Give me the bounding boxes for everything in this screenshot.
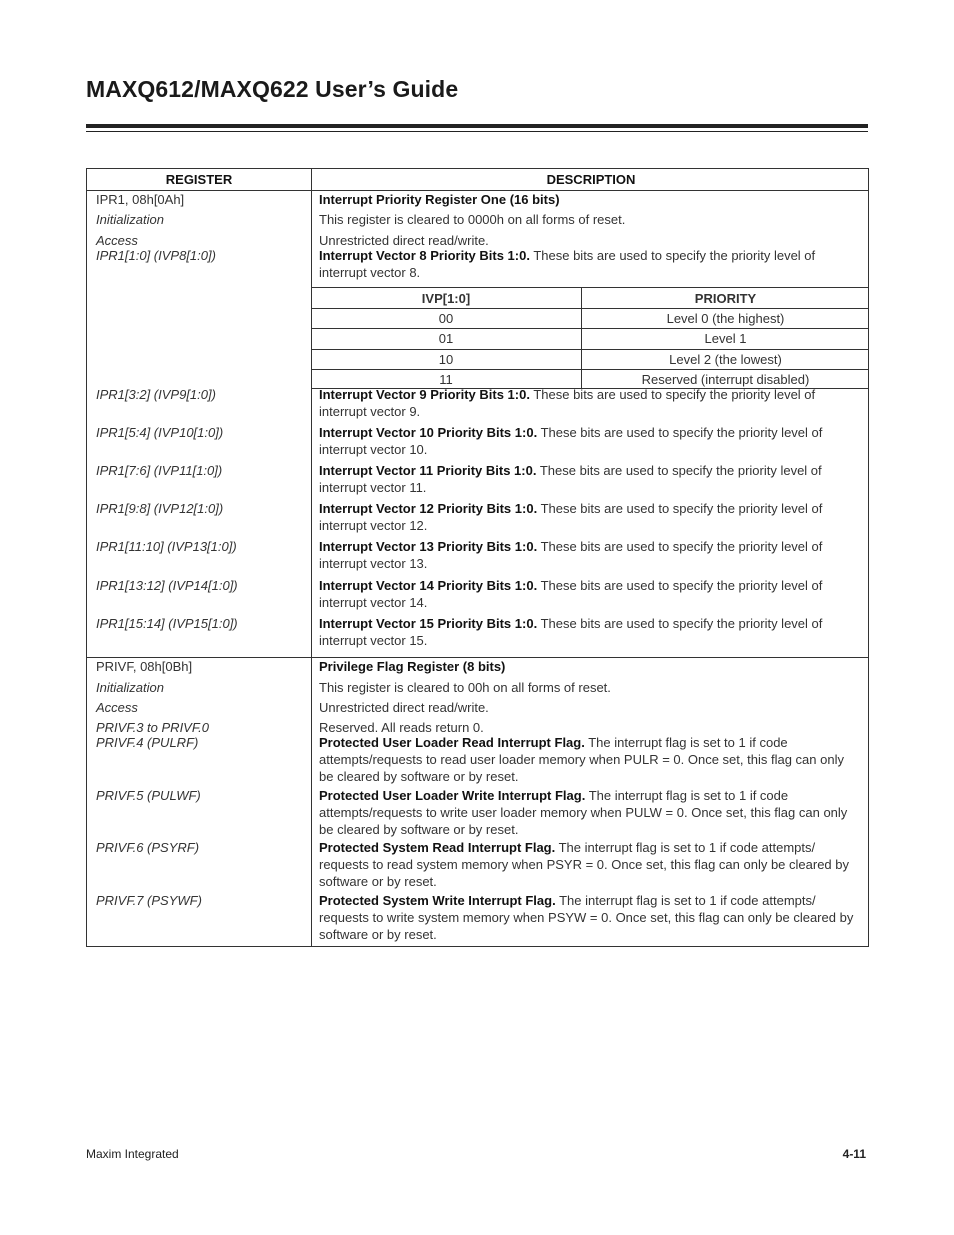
subtable-level: Level 0 (the highest) bbox=[666, 311, 785, 326]
bit-desc-bold: Protected System Write Interrupt Flag. bbox=[319, 893, 556, 908]
privf-bit-name: PRIVF.7 (PSYWF) bbox=[96, 893, 202, 908]
privf-register-name: PRIVF, 08h[0Bh] bbox=[96, 659, 193, 674]
register-table bbox=[86, 168, 869, 947]
header-register: REGISTER bbox=[165, 172, 233, 187]
ipr1-init-label: Initialization bbox=[96, 212, 164, 227]
bit-desc-text: These bits are used to specify the priority level of interrupt vector 10. bbox=[319, 425, 823, 457]
title-rule-thick bbox=[86, 124, 868, 128]
ipr1-bit-name: IPR1[5:4] (IVP10[1:0]) bbox=[96, 425, 224, 440]
bit-desc-bold: Interrupt Vector 10 Priority Bits 1:0. bbox=[319, 425, 538, 440]
ipr1-init-text: This register is cleared to 0000h on all forms of reset. bbox=[319, 212, 626, 227]
priority-subtable bbox=[311, 287, 869, 389]
subtable-code: 00 bbox=[438, 311, 454, 326]
ipr1-bit-name: IPR1[7:6] (IVP11[1:0]) bbox=[96, 463, 223, 478]
bit-desc-bold: Protected User Loader Read Interrupt Flag. bbox=[319, 735, 585, 750]
privf-bit-description bbox=[319, 734, 861, 785]
privf-access-text: Unrestricted direct read/write. bbox=[319, 700, 489, 715]
subtable-row-line bbox=[311, 328, 869, 329]
ipr1-bit-description bbox=[319, 500, 861, 534]
bit-desc-text: The interrupt flag is set to 1 if code attempts/ requests to write system memory when PSYW = 0. Once set, this flag can only be cleared by software or by reset. bbox=[319, 893, 854, 942]
bit-desc-text: These bits are used to specify the priority level of interrupt vector 9. bbox=[319, 387, 816, 419]
bit-desc-text: These bits are used to specify the priority level of interrupt vector 13. bbox=[319, 539, 823, 571]
bit-desc-text: The interrupt flag is set to 1 if code attempts/ requests to read system memory when PSYR = 0. Once set, this flag can only be cleared by software or by reset. bbox=[319, 840, 850, 889]
subtable-level: Level 2 (the lowest) bbox=[669, 352, 782, 367]
privf-reserved-text: Reserved. All reads return 0. bbox=[319, 720, 484, 735]
subtable-row-line bbox=[311, 369, 869, 370]
ipr1-bit-name: IPR1[3:2] (IVP9[1:0]) bbox=[96, 387, 216, 402]
privf-bit-name: PRIVF.5 (PULWF) bbox=[96, 788, 201, 803]
bit-desc-text: These bits are used to specify the priority level of interrupt vector 11. bbox=[319, 463, 822, 495]
footer-page-number: 4-11 bbox=[842, 1147, 866, 1161]
bit-desc-bold: Protected User Loader Write Interrupt Flag. bbox=[319, 788, 586, 803]
subtable-row-line bbox=[311, 308, 869, 309]
ipr1-bit-description bbox=[319, 538, 861, 572]
bit-desc-text: These bits are used to specify the priority level of interrupt vector 14. bbox=[319, 578, 823, 610]
subtable-code: 01 bbox=[438, 331, 454, 346]
footer-company: Maxim Integrated bbox=[86, 1147, 179, 1161]
bit-desc-text: These bits are used to specify the priority level of interrupt vector 8. bbox=[319, 248, 816, 280]
ipr1-bit-description bbox=[319, 247, 861, 281]
header-description: DESCRIPTION bbox=[546, 172, 636, 187]
ipr1-title: Interrupt Priority Register One (16 bits) bbox=[319, 192, 560, 207]
ipr1-bit-description bbox=[319, 577, 861, 611]
privf-init-label: Initialization bbox=[96, 680, 164, 695]
ipr1-bit-description bbox=[319, 615, 861, 649]
bit-desc-text: The interrupt flag is set to 1 if code attempts/requests to write user loader memory when PULW = 0. Once set, this flag can only be cleared by software or by reset. bbox=[319, 788, 848, 837]
document-title: MAXQ612/MAXQ622 User’s Guide bbox=[86, 76, 459, 102]
subtable-level: Reserved (interrupt disabled) bbox=[641, 372, 810, 387]
ipr1-bit-name: IPR1[15:14] (IVP15[1:0]) bbox=[96, 616, 238, 631]
privf-bit-description bbox=[319, 787, 861, 838]
bit-desc-text: These bits are used to specify the priority level of interrupt vector 15. bbox=[319, 616, 823, 648]
subtable-header-priority: PRIORITY bbox=[694, 291, 757, 306]
subtable-code: 10 bbox=[438, 352, 454, 367]
privf-init-text: This register is cleared to 00h on all forms of reset. bbox=[319, 680, 611, 695]
ipr1-access-text: Unrestricted direct read/write. bbox=[319, 233, 489, 248]
bit-desc-bold: Interrupt Vector 11 Priority Bits 1:0. bbox=[319, 463, 537, 478]
subtable-level: Level 1 bbox=[704, 331, 747, 346]
privf-title: Privilege Flag Register (8 bits) bbox=[319, 659, 506, 674]
ipr1-bit-description bbox=[319, 462, 861, 496]
bit-desc-text: These bits are used to specify the priority level of interrupt vector 12. bbox=[319, 501, 823, 533]
ipr1-bit-name: IPR1[9:8] (IVP12[1:0]) bbox=[96, 501, 224, 516]
bit-desc-bold: Interrupt Vector 14 Priority Bits 1:0. bbox=[319, 578, 538, 593]
title-rule-thin bbox=[86, 131, 868, 132]
ipr1-bit-name: IPR1[13:12] (IVP14[1:0]) bbox=[96, 578, 238, 593]
bit-desc-bold: Interrupt Vector 15 Priority Bits 1:0. bbox=[319, 616, 538, 631]
ipr1-access-label: Access bbox=[96, 233, 138, 248]
column-divider bbox=[311, 169, 312, 946]
bit-desc-bold: Interrupt Vector 9 Priority Bits 1:0. bbox=[319, 387, 530, 402]
privf-bit-description bbox=[319, 892, 861, 943]
privf-access-label: Access bbox=[96, 700, 138, 715]
bit-desc-bold: Interrupt Vector 12 Priority Bits 1:0. bbox=[319, 501, 538, 516]
subtable-header-ivp: IVP[1:0] bbox=[421, 291, 471, 306]
privf-reserved-name: PRIVF.3 to PRIVF.0 bbox=[96, 720, 209, 735]
ipr1-bit-name: IPR1[11:10] (IVP13[1:0]) bbox=[96, 539, 237, 554]
ipr1-bit-name: IPR1[1:0] (IVP8[1:0]) bbox=[96, 248, 216, 263]
bit-desc-bold: Interrupt Vector 13 Priority Bits 1:0. bbox=[319, 539, 538, 554]
bit-desc-bold: Protected System Read Interrupt Flag. bbox=[319, 840, 556, 855]
privf-bit-name: PRIVF.4 (PULRF) bbox=[96, 735, 199, 750]
privf-bit-description bbox=[319, 839, 861, 890]
privf-bit-name: PRIVF.6 (PSYRF) bbox=[96, 840, 200, 855]
subtable-row-line bbox=[311, 349, 869, 350]
ipr1-bit-description bbox=[319, 386, 861, 420]
ipr1-bit-description bbox=[319, 424, 861, 458]
bit-desc-bold: Interrupt Vector 8 Priority Bits 1:0. bbox=[319, 248, 530, 263]
ipr1-register-name: IPR1, 08h[0Ah] bbox=[96, 192, 185, 207]
bit-desc-text: The interrupt flag is set to 1 if code attempts/requests to read user loader memory when PULR = 0. Once set, this flag can only be cleared by software or by reset. bbox=[319, 735, 844, 784]
subtable-code: 11 bbox=[439, 372, 453, 387]
